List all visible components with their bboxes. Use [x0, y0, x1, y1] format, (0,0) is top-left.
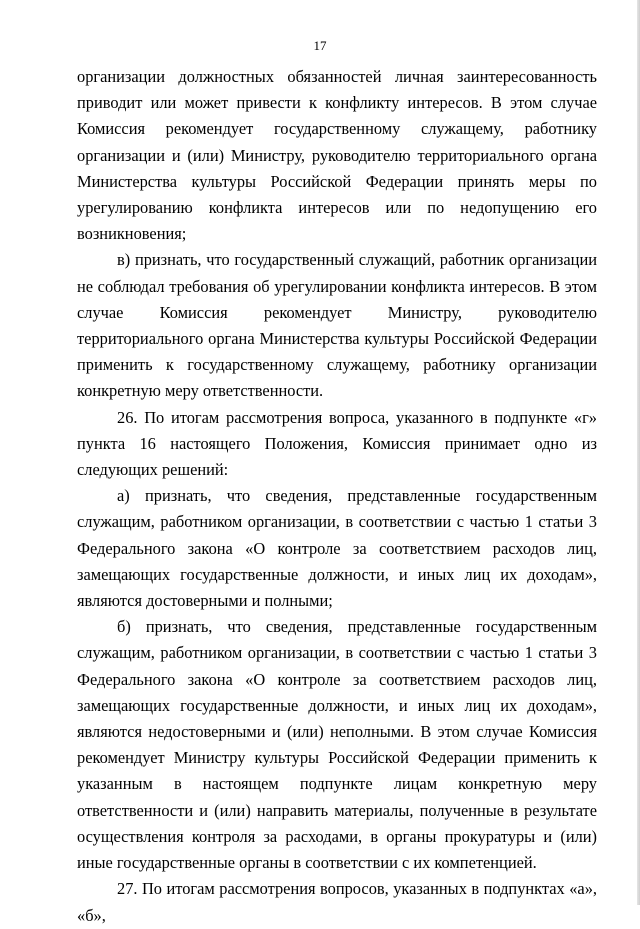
paragraph-continuation: организации должностных обязанностей личная заинтересованность приводит или может привести к конфликту интересов. В этом случае Комиссия рекомендует государственному служащему, работнику организации и (или) Министру, руководителю территориального органа Министерства культуры Российской Федерации принять меры по урегулированию конфликта интересов или по недопущению его возникновения;: [77, 67, 597, 244]
paragraph-item-v: в) признать, что государственный служащий, работник организации не соблюдал требования об урегулировании конфликта интересов. В этом случае Комиссия рекомендует Министру, руководителю территориального органа Министерства культуры Российской Федерации применить к государственному служащему, работнику организации конкретную меру ответственности.: [77, 250, 597, 401]
paragraph-clause-26: 26. По итогам рассмотрения вопроса, указанного в подпункте «г» пункта 16 настоящего Положения, Комиссия принимает одно из следующих решений:: [77, 407, 597, 480]
paragraph-item-a: а) признать, что сведения, представленные государственным служащим, работником организации, в соответствии с частью 1 статьи 3 Федерального закона «О контроле за соответствием расходов лиц, замещающих государственные должности, и иных лиц их доходам», являются достоверными и полными;: [77, 486, 597, 611]
page-number: 17: [313, 38, 327, 53]
paragraph-clause-27: 27. По итогам рассмотрения вопросов, указанных в подпунктах «а», «б»,: [77, 879, 597, 925]
document-body: [77, 64, 597, 929]
paragraph-item-b: б) признать, что сведения, представленные государственным служащим, работником организации, в соответствии с частью 1 статьи 3 Федерального закона «О контроле за соответствием расходов лиц, замещающих государственные должности, и иных лиц их доходам», являются недостоверными и (или) неполными. В этом случае Комиссия рекомендует Министру культуры Российской Федерации применить к указанным в настоящем подпункте лицам конкретную меру ответственности и (или) направить материалы, полученные в результате осуществления контроля за расходами, в органы прокуратуры и (или) иные государственные органы в соответствии с их компетенцией.: [77, 617, 597, 873]
